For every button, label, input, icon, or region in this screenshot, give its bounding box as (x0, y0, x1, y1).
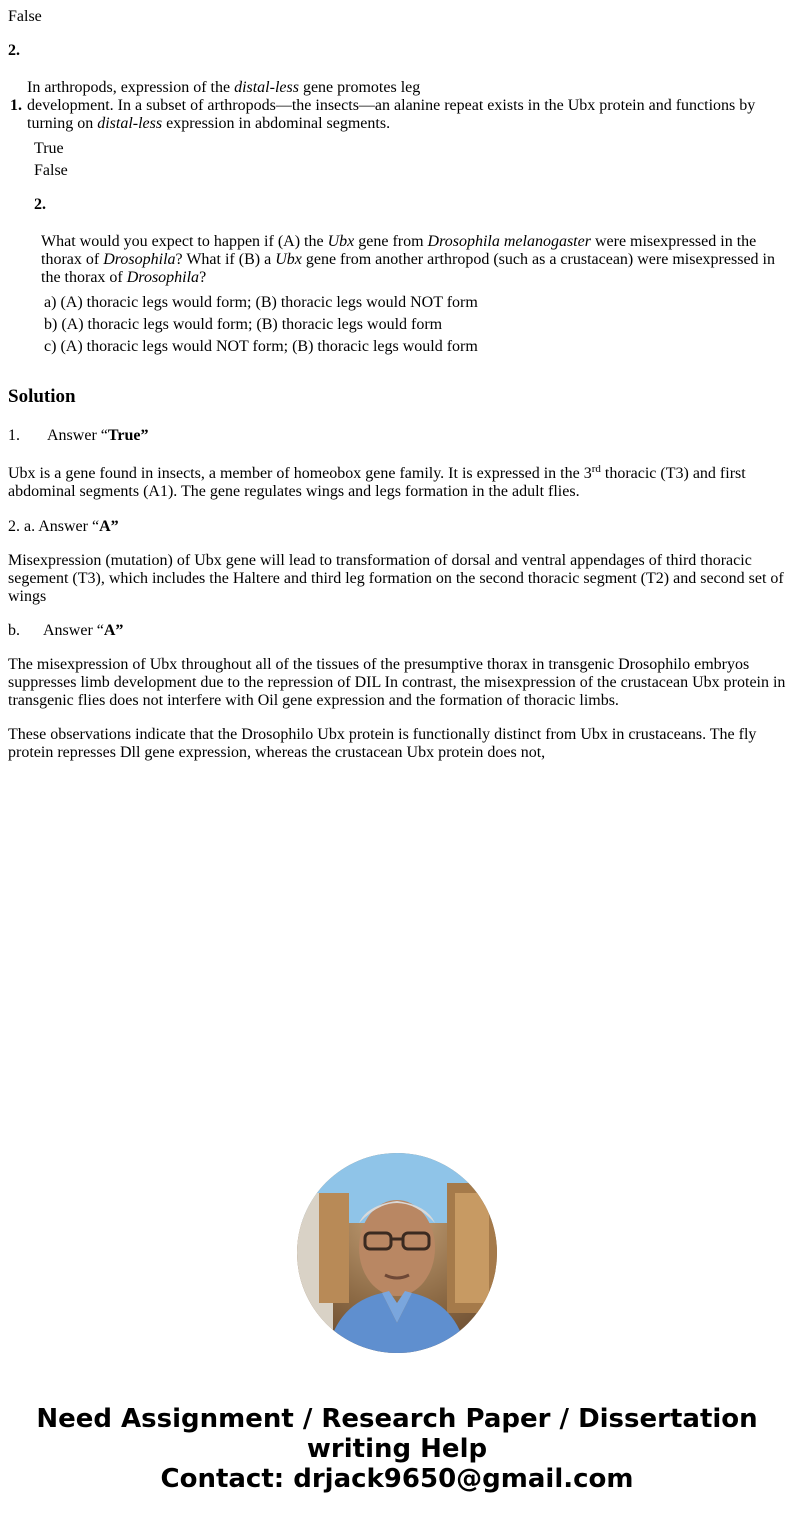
option-b[interactable]: b) (A) thoracic legs would form; (B) thoracic legs would form (44, 316, 443, 333)
explanation-1-line-2: abdominal segments (A1). The gene regulates wings and legs formation in the adult flies. (8, 483, 580, 500)
solution-heading: Solution (8, 386, 76, 407)
answer-1-number: 1. (8, 427, 20, 444)
answer-2b: Answer “A” (43, 622, 124, 639)
answer-1: Answer “True” (47, 427, 149, 444)
option-c[interactable]: c) (A) thoracic legs would NOT form; (B) thoracic legs would form (44, 338, 478, 355)
explanation-2-line-1: Misexpression (mutation) of Ubx gene will lead to transformation of dorsal and ventral appendages of third thoracic (8, 552, 752, 569)
answer-2a: 2. a. Answer “A” (8, 518, 119, 535)
explanation-2-line-2: segement (T3), which includes the Haltere and third leg formation on the second thoracic segment (T2) and second set of (8, 570, 784, 587)
explanation-4-line-2: protein represses Dll gene expression, whereas the crustacean Ubx protein does not, (8, 744, 546, 761)
question-1-line-3: turning on distal-less expression in abdominal segments. (27, 115, 391, 132)
question-2-line-2: thorax of Drosophila? What if (B) a Ubx gene from another arthropod (such as a crustacean) were misexpressed in (41, 251, 775, 268)
question-1-number: 1. (10, 97, 22, 114)
question-number: 2. (8, 42, 20, 59)
explanation-3 (8, 656, 785, 710)
option-a[interactable]: a) (A) thoracic legs would form; (B) thoracic legs would NOT form (44, 294, 478, 311)
explanation-1-line-1: Ubx is a gene found in insects, a member of homeobox gene family. It is expressed in the 3rd thoracic (T3) and first (8, 463, 746, 482)
question-2-number: 2. (34, 196, 46, 213)
contact-email[interactable]: Contact: drjack9650@gmail.com (160, 1464, 634, 1494)
explanation-1 (8, 465, 746, 501)
question-1-line-1: In arthropods, expression of the distal-less gene promotes leg (27, 79, 421, 96)
question-2-line-3: the thorax of Drosophila? (41, 269, 207, 286)
question-2-line-1: What would you expect to happen if (A) the Ubx gene from Drosophila melanogaster were misexpressed in the (41, 233, 757, 250)
explanation-3-line-2: suppresses limb development due to the repression of DIL In contrast, the misexpression of the crustacean Ubx protein in (8, 674, 786, 691)
explanation-2-line-3: wings (8, 588, 47, 605)
person-portrait-icon (297, 1153, 497, 1353)
explanation-3-line-1: The misexpression of Ubx throughout all of the tissues of the presumptive thorax in transgenic Drosophilo embryos (8, 656, 750, 673)
option-false[interactable]: False (34, 162, 68, 179)
explanation-4-line-1: These observations indicate that the Drosophilo Ubx protein is functionally distinct from Ubx in crustaceans. The fly (8, 726, 757, 743)
footer-line-2: writing Help (306, 1434, 488, 1464)
explanation-2 (8, 552, 784, 606)
explanation-4 (8, 726, 756, 762)
footer-line-1: Need Assignment / Research Paper / Dissertation (36, 1404, 758, 1434)
answer-2b-number: b. (8, 622, 20, 639)
question-1-text (27, 79, 755, 133)
question-2-text (41, 233, 775, 287)
option-true[interactable]: True (34, 140, 64, 157)
explanation-3-line-3: transgenic flies does not interfere with Oil gene expression and the formation of thoracic limbs. (8, 692, 619, 709)
author-avatar (297, 1153, 497, 1353)
false-label: False (8, 8, 42, 25)
question-1-line-2: development. In a subset of arthropods—the insects—an alanine repeat exists in the Ubx protein and functions by (27, 97, 756, 114)
